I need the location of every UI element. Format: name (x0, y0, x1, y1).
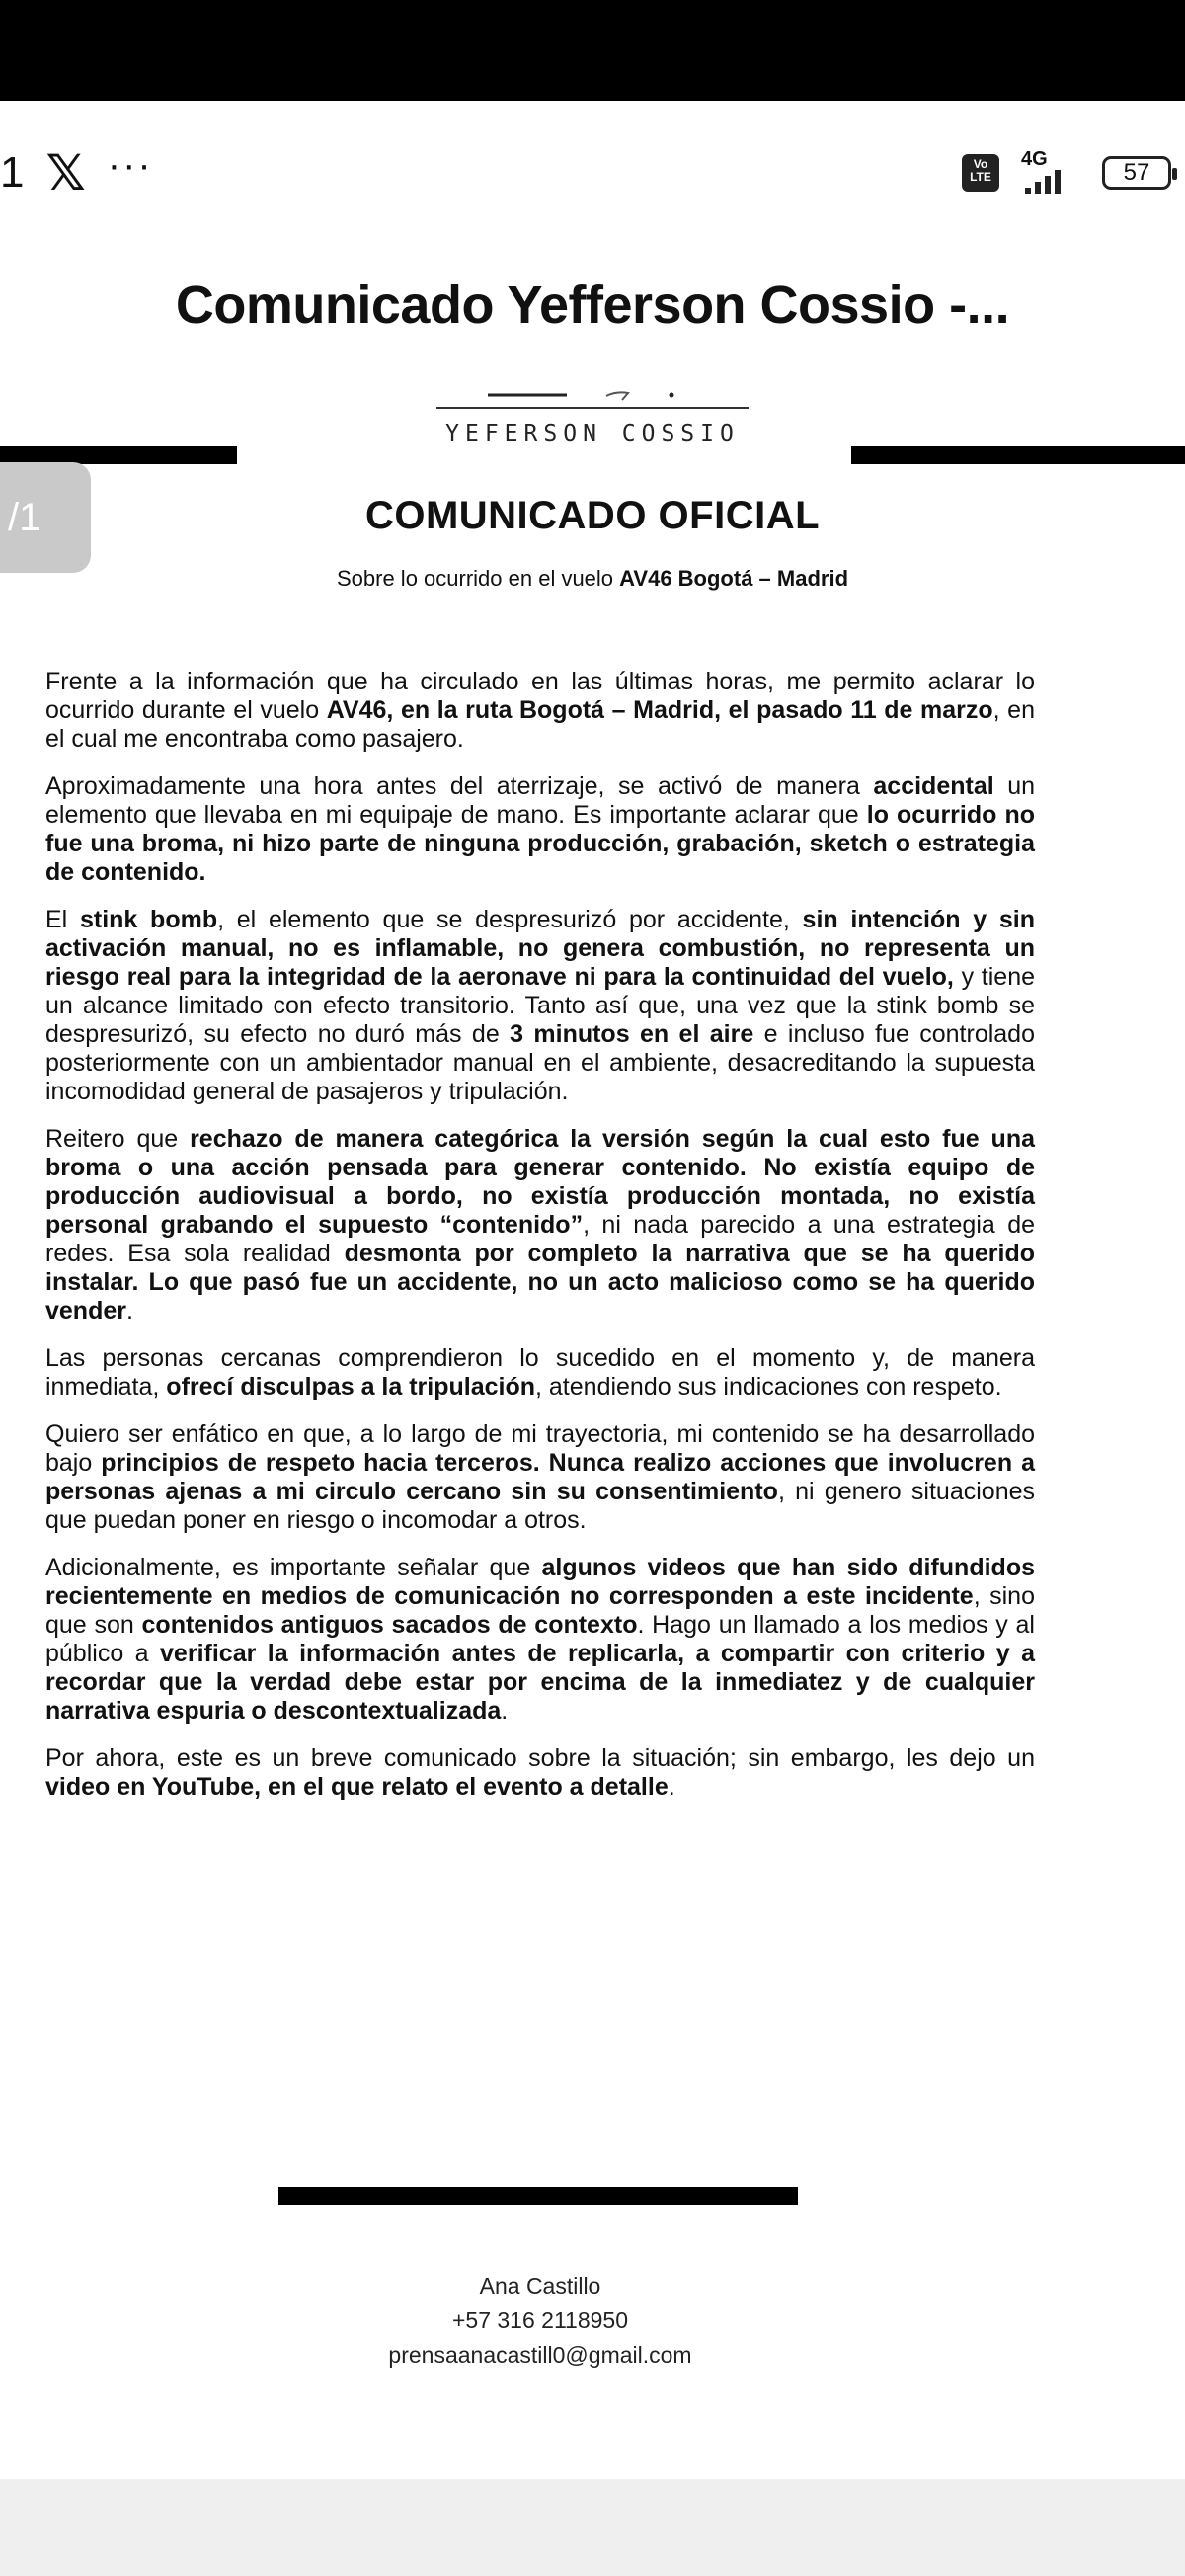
signal-bar (1025, 188, 1031, 194)
bold-text: algunos videos que han sido difundidos recientemente en medios de comunicación no corresponden a este incidente (45, 1554, 1035, 1610)
volte-icon: Vo LTE (962, 154, 999, 192)
bold-text: principios de respeto hacia terceros. Nunca realizo acciones que involucren a personas ajenas a mi circulo cercano sin su consentimiento (45, 1449, 1035, 1505)
document-subtitle (0, 566, 1185, 592)
signal-bar (1055, 170, 1061, 194)
signature-rule (278, 2187, 798, 2205)
bold-text: accidental (873, 772, 994, 800)
bold-text: desmonta por completo la narrativa que se ha querido instalar. Lo que pasó fue un accidente, no un acto malicioso como se ha querido vender (45, 1240, 1035, 1325)
paragraph-text: El (45, 906, 80, 933)
bottom-nav-area (0, 2479, 1185, 2576)
signal-icon (1013, 148, 1088, 198)
statement-paragraph (45, 1125, 1035, 1326)
network-type: 4G (1021, 148, 1048, 170)
bold-text: lo ocurrido no fue una broma, ni hizo parte de ninguna producción, grabación, sketch o estrategia de contenido. (45, 801, 1035, 886)
contact-phone: +57 316 2118950 (451, 2307, 628, 2333)
status-right (962, 138, 1171, 207)
status-bar (0, 138, 1185, 207)
document-title: Comunicado Yefferson Cossio -... (175, 276, 1010, 335)
bold-text: AV46, en la ruta Bogotá – Madrid, el pasado 11 de marzo (326, 696, 993, 724)
bold-text: ofrecí disculpas a la tripulación (166, 1373, 536, 1401)
page-indicator[interactable]: /1 (0, 462, 91, 573)
bold-text: sin intención y sin activación manual, no es inflamable, no genera combustión, no representa un riesgo real para la integridad de la aeronave ni para la continuidad del vuelo, (45, 906, 1035, 991)
document-heading: COMUNICADO OFICIAL (364, 494, 821, 537)
paragraph-text: , sino que son (45, 1582, 1035, 1639)
bold-text: contenidos antiguos sacados de contexto (141, 1611, 638, 1639)
paragraph-text: Por ahora, este es un breve comunicado sobre la situación; sin embargo, les dejo un (45, 1744, 1035, 1772)
bold-text: verificar la información antes de replicarla, a compartir con criterio y a recordar que la verdad debe estar por encima de la inmediatez y de cualquier narrativa espuria o descontextualizada (45, 1640, 1035, 1725)
statement-paragraph (45, 668, 1035, 754)
top-black-bar (0, 0, 1185, 101)
paragraph-text: . (125, 1297, 133, 1325)
paragraph-text: e incluso fue controlado posteriormente con un ambientador manual en el ambiente, desacreditando la supuesta incomodidad general de pasajeros y tripulación. (45, 1020, 1035, 1105)
paragraph-text: . (501, 1697, 509, 1725)
paragraph-text: , ni genero situaciones que puedan poner en riesgo o incomodar a otros. (45, 1478, 1035, 1534)
statement-paragraph (45, 1554, 1035, 1726)
paragraph-text: , ni nada parecido a una estrategia de redes. Esa sola realidad (45, 1211, 1035, 1267)
signal-bars (1025, 170, 1061, 194)
signal-bar (1045, 176, 1051, 194)
statement-paragraph (45, 1420, 1035, 1535)
contact-name: Ana Castillo (479, 2273, 601, 2298)
more-dots-icon: ··· (107, 142, 153, 187)
paragraph-text: Quiero ser enfático en que, a lo largo de mi trayectoria, mi contenido se ha desarrollado bajo (45, 1420, 1035, 1477)
paragraph-text: Las personas cercanas comprendieron lo sucedido en el momento y, de manera inmediata, (45, 1344, 1035, 1401)
paragraph-text: Aproximadamente una hora antes del aterrizaje, se activó de manera (45, 772, 874, 800)
paragraph-text: , atendiendo sus indicaciones con respeto. (535, 1373, 1002, 1401)
bold-text: stink bomb (79, 906, 218, 933)
status-left (0, 138, 153, 207)
statement-paragraph (45, 1344, 1035, 1402)
subtitle-flight: AV46 Bogotá – Madrid (619, 566, 849, 591)
statement-body (45, 668, 1035, 1820)
contact-email: prensaanacastill0@gmail.com (388, 2342, 692, 2368)
paragraph-text: y tiene un alcance limitado con efecto transitorio. Tanto así que, una vez que la stink bomb se despresurizó, su efecto no duró más de (45, 963, 1035, 1048)
logo-text: YEFERSON COSSIO (445, 421, 740, 446)
x-logo-icon: 𝕏 (45, 144, 86, 201)
logo-underline (436, 407, 749, 409)
subtitle-text: Sobre lo ocurrido en el vuelo (336, 566, 620, 591)
brand-logo (395, 383, 790, 452)
signature-icon (458, 383, 729, 405)
paragraph-text: . (668, 1773, 675, 1801)
statement-paragraph (45, 1744, 1035, 1802)
statement-paragraph (45, 772, 1035, 887)
paragraph-text: Frente a la información que ha circulado en las últimas horas, me permito aclarar lo ocurrido durante el vuelo (45, 668, 1035, 724)
bold-text: rechazo de manera categórica la versión según la cual esto fue una broma o una acción pensada para generar contenido. No existía equipo de producción audiovisual a bordo, no existía producción montada, no existía personal grabando el supuesto “contenido” (45, 1125, 1035, 1239)
paragraph-text: . Hago un llamado a los medios y al público a (45, 1611, 1035, 1667)
paragraph-text: un elemento que llevaba en mi equipaje de mano. Es importante aclarar que (45, 772, 1035, 829)
paragraph-text: , el elemento que se despresurizó por accidente, (217, 906, 803, 933)
bold-text: 3 minutos en el aire (510, 1020, 754, 1048)
header-rule-right (851, 446, 1185, 464)
statement-paragraph (45, 906, 1035, 1106)
notification-count: 1 (0, 148, 25, 197)
bold-text: video en YouTube, en el que relato el evento a detalle (45, 1773, 669, 1801)
paragraph-text: Adicionalmente, es importante señalar que (45, 1554, 542, 1581)
signal-bar (1035, 182, 1041, 194)
battery-icon: 57 (1102, 156, 1171, 190)
contact-block (0, 2269, 1080, 2373)
paragraph-text: Reitero que (45, 1125, 191, 1153)
paragraph-text: , en el cual me encontraba como pasajero. (45, 696, 1035, 753)
